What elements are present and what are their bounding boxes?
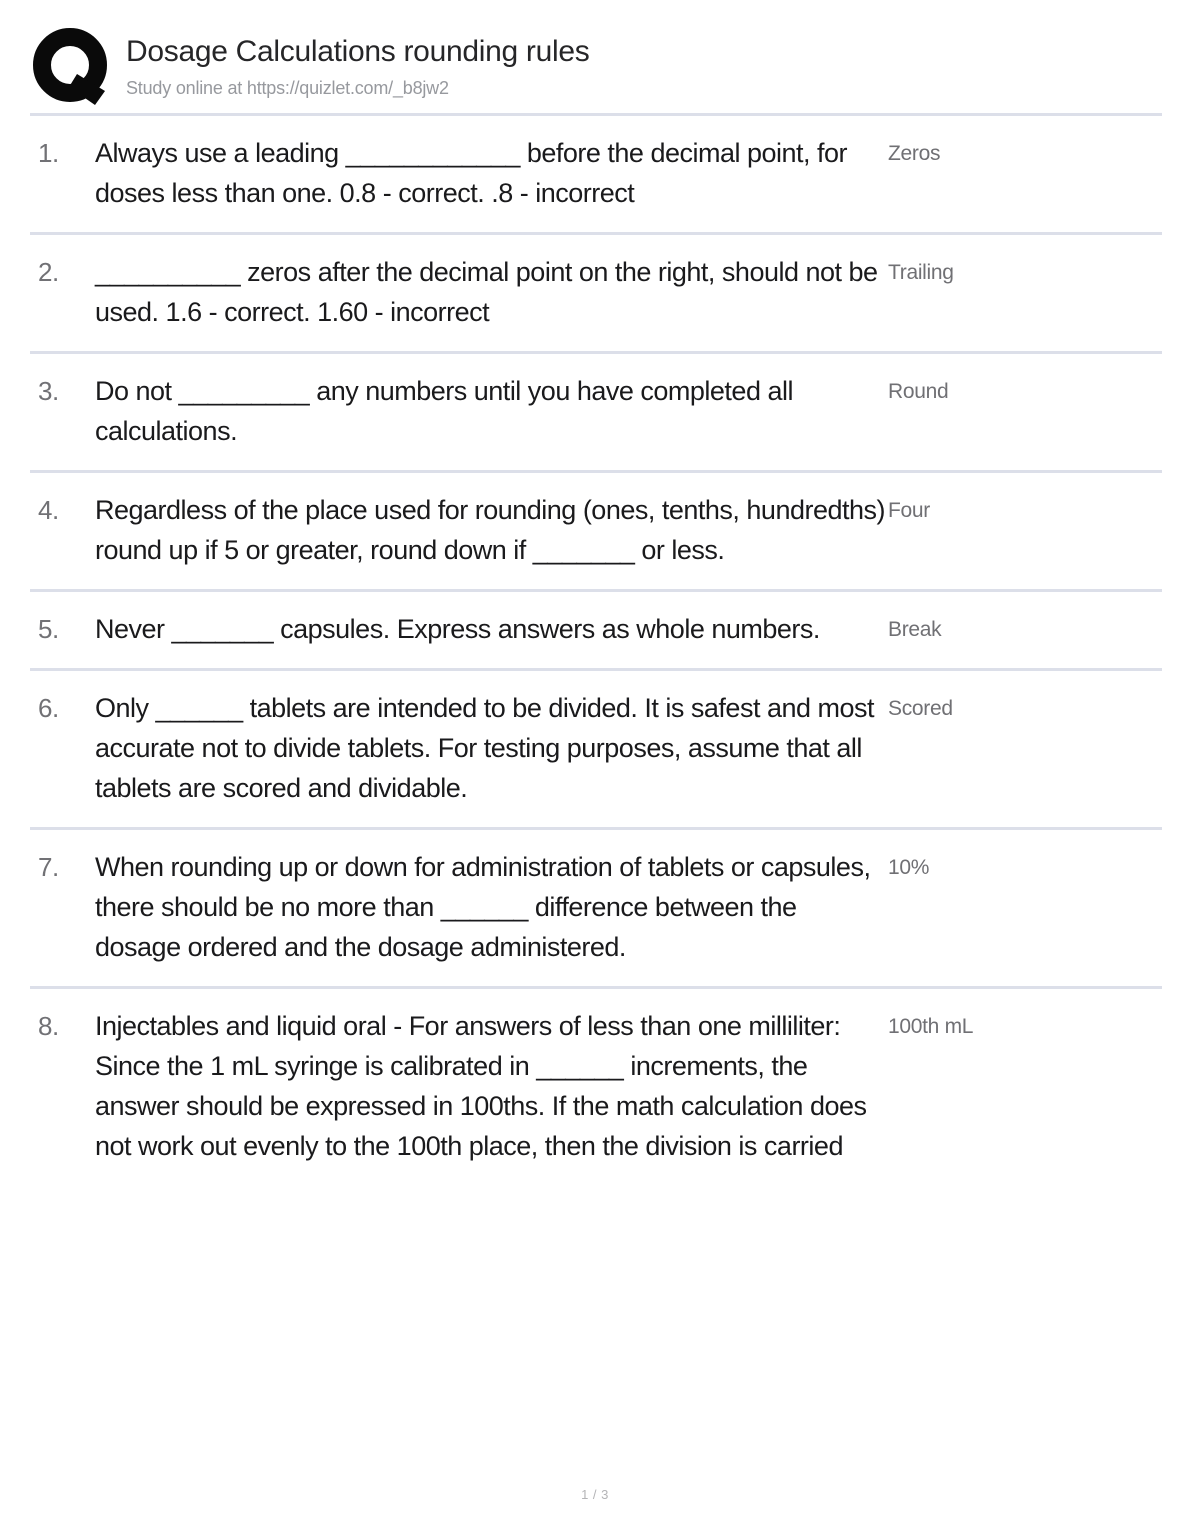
term-answer: Break (888, 618, 942, 641)
term-question: Always use a leading ____________ before the decimal point, for doses less than one. 0.8 - correct. .8 - incorrect (95, 138, 848, 208)
term-number: 6. (38, 693, 59, 723)
term-row (30, 235, 1162, 354)
term-number: 2. (38, 257, 59, 287)
term-question: __________ zeros after the decimal point on the right, should not be used. 1.6 - correct. 1.60 - incorrect (95, 257, 878, 327)
term-question: Do not _________ any numbers until you have completed all calculations. (95, 376, 793, 446)
term-question: When rounding up or down for administration of tablets or capsules, there should be no more than ______ difference between the dosage ordered and the dosage administered. (95, 852, 871, 962)
term-number: 1. (38, 138, 59, 168)
term-question: Regardless of the place used for rounding (ones, tenths, hundredths) round up if 5 or greater, round down if _______ or less. (95, 495, 886, 565)
term-number: 8. (38, 1011, 59, 1041)
study-online-url: Study online at https://quizlet.com/_b8jw2 (126, 78, 449, 98)
page-title: Dosage Calculations rounding rules (126, 35, 590, 68)
term-number: 4. (38, 495, 59, 525)
term-row (30, 592, 1162, 671)
term-row (30, 671, 1162, 830)
term-answer: Trailing (888, 261, 954, 284)
header (30, 0, 1162, 116)
term-row (30, 473, 1162, 592)
term-number: 3. (38, 376, 59, 406)
card-list (30, 116, 1162, 1185)
term-question: Injectables and liquid oral - For answers of less than one milliliter: Since the 1 mL syringe is calibrated in ______ increments, the answer should be expressed in 100ths. If the math calculation does not work out evenly to the 100th place, then the division is carried (95, 1011, 867, 1161)
term-number: 7. (38, 852, 59, 882)
term-answer: Four (888, 499, 930, 522)
term-question: Only ______ tablets are intended to be divided. It is safest and most accurate not to divide tablets. For testing purposes, assume that all tablets are scored and dividable. (95, 693, 875, 803)
term-row (30, 989, 1162, 1185)
term-answer: 100th mL (888, 1015, 974, 1038)
term-answer: Round (888, 380, 949, 403)
header-text (126, 28, 589, 100)
page-number: 1 / 3 (581, 1487, 609, 1502)
term-row (30, 830, 1162, 989)
term-answer: Scored (888, 697, 953, 720)
quizlet-q-logo-icon (33, 28, 111, 106)
term-row (30, 116, 1162, 235)
term-question: Never _______ capsules. Express answers as whole numbers. (95, 614, 820, 644)
term-row (30, 354, 1162, 473)
term-answer: Zeros (888, 142, 941, 165)
term-number: 5. (38, 614, 59, 644)
term-answer: 10% (888, 856, 930, 879)
